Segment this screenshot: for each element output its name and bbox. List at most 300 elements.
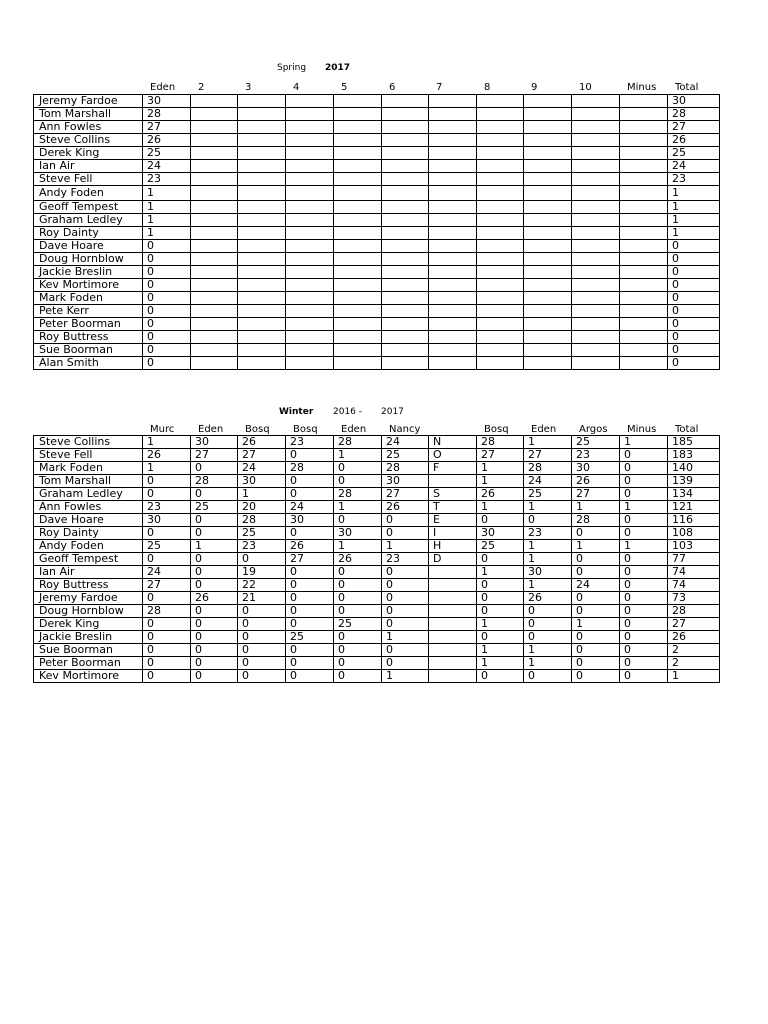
spring-table-row <box>34 121 720 134</box>
score-cell: 27 <box>143 121 191 134</box>
score-cell <box>524 214 572 227</box>
player-name: Jeremy Fardoe <box>34 95 143 108</box>
score-cell <box>524 253 572 266</box>
score-cell: 0 <box>286 670 334 683</box>
player-name: Ann Fowles <box>34 121 143 134</box>
score-cell <box>524 95 572 108</box>
score-cell <box>334 227 382 240</box>
score-cell: 0 <box>620 605 668 618</box>
score-cell: 0 <box>143 475 191 488</box>
score-cell <box>334 357 382 370</box>
player-name: Roy Buttress <box>34 579 143 592</box>
score-cell: 1 <box>143 436 191 449</box>
winter-column-header: Eden <box>198 424 224 435</box>
score-cell: 24 <box>668 160 720 173</box>
score-cell: 1 <box>524 436 572 449</box>
score-cell <box>191 253 238 266</box>
spring-table-row <box>34 344 720 357</box>
score-cell: 0 <box>477 605 524 618</box>
score-cell: 30 <box>382 475 429 488</box>
score-cell <box>286 240 334 253</box>
score-cell: 26 <box>334 553 382 566</box>
score-cell <box>572 173 620 186</box>
score-cell <box>572 201 620 214</box>
score-cell: 0 <box>382 579 429 592</box>
score-cell: 1 <box>668 214 720 227</box>
score-cell: 0 <box>286 527 334 540</box>
score-cell: 30 <box>191 436 238 449</box>
score-cell: 0 <box>334 657 382 670</box>
player-name: Tom Marshall <box>34 108 143 121</box>
score-cell: 1 <box>524 657 572 670</box>
score-cell: 0 <box>191 566 238 579</box>
score-cell: 1 <box>477 501 524 514</box>
score-cell <box>238 201 286 214</box>
score-cell: 140 <box>668 462 720 475</box>
score-cell: 28 <box>143 605 191 618</box>
spring-column-header: 6 <box>389 82 396 93</box>
score-cell <box>620 186 668 201</box>
score-cell: 28 <box>572 514 620 527</box>
score-cell: 0 <box>143 318 191 331</box>
score-cell <box>382 160 429 173</box>
score-cell <box>334 279 382 292</box>
score-cell <box>477 173 524 186</box>
score-cell <box>477 305 524 318</box>
score-cell <box>524 292 572 305</box>
score-cell: 0 <box>191 644 238 657</box>
score-cell <box>382 95 429 108</box>
score-cell <box>238 134 286 147</box>
player-name: Sue Boorman <box>34 344 143 357</box>
score-cell: 27 <box>286 553 334 566</box>
score-cell <box>429 592 477 605</box>
spring-column-header: Eden <box>150 82 176 93</box>
score-cell <box>620 214 668 227</box>
score-cell: 19 <box>238 566 286 579</box>
score-cell: S <box>429 488 477 501</box>
score-cell: 0 <box>668 357 720 370</box>
score-cell <box>286 147 334 160</box>
player-name: Sue Boorman <box>34 644 143 657</box>
score-cell <box>334 266 382 279</box>
score-cell: 0 <box>668 266 720 279</box>
score-cell: 0 <box>382 657 429 670</box>
score-cell <box>477 357 524 370</box>
score-cell: 1 <box>238 488 286 501</box>
score-cell <box>572 147 620 160</box>
score-cell <box>238 173 286 186</box>
score-cell: 24 <box>382 436 429 449</box>
spring-table-row <box>34 186 720 201</box>
score-cell: 25 <box>286 631 334 644</box>
score-cell: 0 <box>620 475 668 488</box>
score-cell <box>429 108 477 121</box>
score-cell <box>429 227 477 240</box>
score-cell: 0 <box>382 618 429 631</box>
score-cell <box>572 108 620 121</box>
winter-table-row <box>34 618 720 631</box>
score-cell <box>334 305 382 318</box>
score-cell: 108 <box>668 527 720 540</box>
score-cell: 23 <box>143 173 191 186</box>
score-cell: 0 <box>620 488 668 501</box>
score-cell: 28 <box>524 462 572 475</box>
spring-title-season: Spring <box>277 63 307 73</box>
score-cell: 1 <box>620 436 668 449</box>
player-name: Kev Mortimore <box>34 670 143 683</box>
player-name: Peter Boorman <box>34 318 143 331</box>
score-cell: 0 <box>572 605 620 618</box>
player-name: Dave Hoare <box>34 514 143 527</box>
winter-table-row <box>34 540 720 553</box>
spring-table-row <box>34 160 720 173</box>
score-cell <box>382 201 429 214</box>
score-cell: 26 <box>477 488 524 501</box>
score-cell <box>334 134 382 147</box>
score-cell <box>477 147 524 160</box>
score-cell: 27 <box>668 618 720 631</box>
score-cell: 1 <box>143 227 191 240</box>
score-cell <box>620 344 668 357</box>
score-cell: 26 <box>143 449 191 462</box>
score-cell: 0 <box>572 657 620 670</box>
score-cell: 23 <box>572 449 620 462</box>
score-cell: T <box>429 501 477 514</box>
score-cell: 0 <box>477 670 524 683</box>
score-cell: 0 <box>668 253 720 266</box>
spring-column-header: 5 <box>341 82 348 93</box>
score-cell: 0 <box>143 253 191 266</box>
score-cell: 1 <box>143 214 191 227</box>
score-cell: 25 <box>572 436 620 449</box>
score-cell <box>382 253 429 266</box>
score-cell <box>620 240 668 253</box>
score-cell: 185 <box>668 436 720 449</box>
player-name: Roy Dainty <box>34 227 143 240</box>
score-cell: 0 <box>286 618 334 631</box>
score-cell: 183 <box>668 449 720 462</box>
score-cell <box>572 160 620 173</box>
score-cell: 0 <box>668 240 720 253</box>
player-name: Geoff Tempest <box>34 553 143 566</box>
score-cell <box>572 266 620 279</box>
score-cell: 0 <box>382 566 429 579</box>
score-cell: 26 <box>668 631 720 644</box>
score-cell: 0 <box>191 670 238 683</box>
score-cell: 0 <box>286 488 334 501</box>
score-cell <box>477 253 524 266</box>
score-cell <box>620 357 668 370</box>
score-cell: 1 <box>334 449 382 462</box>
score-cell: 25 <box>334 618 382 631</box>
spring-column-header: 3 <box>245 82 252 93</box>
spring-table-row <box>34 240 720 253</box>
score-cell <box>572 305 620 318</box>
score-cell: 28 <box>382 462 429 475</box>
spring-column-header: 2 <box>198 82 205 93</box>
spring-column-header: Minus <box>627 82 657 93</box>
score-cell <box>286 201 334 214</box>
score-cell <box>477 186 524 201</box>
player-name: Ian Air <box>34 566 143 579</box>
score-cell: 23 <box>143 501 191 514</box>
score-cell <box>238 108 286 121</box>
spring-title-year: 2017 <box>325 63 351 73</box>
spring-table-row <box>34 95 720 108</box>
score-cell <box>477 344 524 357</box>
score-cell <box>429 186 477 201</box>
score-cell: 28 <box>668 605 720 618</box>
score-cell: 0 <box>620 670 668 683</box>
score-cell: 1 <box>191 540 238 553</box>
spring-table-row <box>34 147 720 160</box>
score-cell: 30 <box>477 527 524 540</box>
score-cell <box>382 214 429 227</box>
winter-table-row <box>34 527 720 540</box>
score-cell: 1 <box>334 540 382 553</box>
score-cell <box>238 147 286 160</box>
score-cell: 0 <box>334 566 382 579</box>
score-cell <box>620 253 668 266</box>
score-cell <box>334 173 382 186</box>
score-cell: 0 <box>191 631 238 644</box>
score-cell: 0 <box>286 475 334 488</box>
score-cell: 0 <box>143 357 191 370</box>
score-cell: 30 <box>143 514 191 527</box>
winter-table-row <box>34 514 720 527</box>
score-cell <box>238 305 286 318</box>
score-cell: 0 <box>620 553 668 566</box>
score-cell <box>429 605 477 618</box>
winter-table-row <box>34 566 720 579</box>
score-cell <box>620 95 668 108</box>
score-cell <box>191 108 238 121</box>
score-cell <box>429 331 477 344</box>
score-cell: 0 <box>524 605 572 618</box>
score-cell: 26 <box>286 540 334 553</box>
winter-standings-table <box>33 435 720 683</box>
score-cell <box>334 160 382 173</box>
score-cell: 0 <box>191 527 238 540</box>
score-cell: 27 <box>382 488 429 501</box>
score-cell <box>477 95 524 108</box>
score-cell: 1 <box>668 227 720 240</box>
score-cell: 0 <box>477 514 524 527</box>
score-cell: 0 <box>668 292 720 305</box>
score-cell: 25 <box>477 540 524 553</box>
score-cell <box>334 95 382 108</box>
winter-title-year-start: 2016 - <box>333 407 363 417</box>
score-cell: 1 <box>668 201 720 214</box>
player-name: Steve Fell <box>34 173 143 186</box>
score-cell: 1 <box>668 670 720 683</box>
score-cell: 0 <box>286 592 334 605</box>
player-name: Alan Smith <box>34 357 143 370</box>
winter-table-row <box>34 657 720 670</box>
spring-table-row <box>34 134 720 147</box>
score-cell <box>238 95 286 108</box>
score-cell <box>238 253 286 266</box>
score-cell <box>286 95 334 108</box>
score-cell: 30 <box>334 527 382 540</box>
winter-table-row <box>34 631 720 644</box>
score-cell <box>238 227 286 240</box>
score-cell: 0 <box>143 488 191 501</box>
score-cell <box>191 344 238 357</box>
score-cell <box>382 305 429 318</box>
score-cell <box>286 279 334 292</box>
player-name: Tom Marshall <box>34 475 143 488</box>
score-cell <box>429 253 477 266</box>
score-cell: 0 <box>143 279 191 292</box>
winter-table-row <box>34 605 720 618</box>
score-cell: 23 <box>286 436 334 449</box>
score-cell <box>429 279 477 292</box>
spring-table-row <box>34 227 720 240</box>
score-cell <box>238 266 286 279</box>
winter-title-year-end: 2017 <box>381 407 404 417</box>
winter-column-header: Eden <box>341 424 367 435</box>
score-cell <box>429 134 477 147</box>
score-cell: 30 <box>286 514 334 527</box>
score-cell: 0 <box>334 579 382 592</box>
winter-column-header: Murc <box>150 424 175 435</box>
winter-column-header: Eden <box>531 424 557 435</box>
score-cell: 2 <box>668 657 720 670</box>
score-cell: 24 <box>143 566 191 579</box>
score-cell: 0 <box>524 670 572 683</box>
score-cell: 30 <box>238 475 286 488</box>
winter-table-row <box>34 644 720 657</box>
score-cell: F <box>429 462 477 475</box>
score-cell: 74 <box>668 579 720 592</box>
score-cell <box>191 201 238 214</box>
score-cell: O <box>429 449 477 462</box>
score-cell <box>191 305 238 318</box>
score-cell: 28 <box>334 488 382 501</box>
score-cell <box>524 201 572 214</box>
score-cell: E <box>429 514 477 527</box>
score-cell: 0 <box>238 644 286 657</box>
score-cell <box>524 266 572 279</box>
score-cell: 23 <box>524 527 572 540</box>
score-cell <box>286 134 334 147</box>
score-cell <box>524 147 572 160</box>
score-cell <box>524 186 572 201</box>
score-cell <box>382 279 429 292</box>
score-cell <box>191 173 238 186</box>
score-cell: 1 <box>382 631 429 644</box>
score-cell <box>238 214 286 227</box>
score-cell <box>572 279 620 292</box>
score-cell: 30 <box>572 462 620 475</box>
score-cell <box>429 318 477 331</box>
spring-table-row <box>34 108 720 121</box>
score-cell <box>238 344 286 357</box>
score-cell <box>238 357 286 370</box>
score-cell: 0 <box>334 514 382 527</box>
score-cell: 0 <box>477 553 524 566</box>
player-name: Graham Ledley <box>34 214 143 227</box>
score-cell: 25 <box>238 527 286 540</box>
score-cell <box>191 318 238 331</box>
spring-table-row <box>34 305 720 318</box>
winter-table-row <box>34 488 720 501</box>
score-cell: 25 <box>143 147 191 160</box>
spring-table-row <box>34 214 720 227</box>
winter-column-header: Bosq <box>484 424 509 435</box>
score-cell <box>429 147 477 160</box>
score-cell <box>572 227 620 240</box>
score-cell <box>572 331 620 344</box>
score-cell: 30 <box>524 566 572 579</box>
score-cell: 28 <box>334 436 382 449</box>
score-cell: 27 <box>477 449 524 462</box>
score-cell: 1 <box>524 644 572 657</box>
player-name: Derek King <box>34 618 143 631</box>
score-cell: 0 <box>238 631 286 644</box>
winter-title-season: Winter <box>279 407 314 417</box>
score-cell: 0 <box>620 631 668 644</box>
score-cell: 26 <box>191 592 238 605</box>
score-cell <box>238 240 286 253</box>
spring-table-row <box>34 331 720 344</box>
score-cell: 26 <box>668 134 720 147</box>
score-cell <box>524 318 572 331</box>
score-cell: 0 <box>143 553 191 566</box>
player-name: Graham Ledley <box>34 488 143 501</box>
score-cell: 0 <box>334 631 382 644</box>
score-cell: 134 <box>668 488 720 501</box>
score-cell <box>238 160 286 173</box>
score-cell: 0 <box>572 553 620 566</box>
score-cell: 1 <box>334 501 382 514</box>
score-cell <box>524 357 572 370</box>
score-cell <box>524 227 572 240</box>
player-name: Andy Foden <box>34 540 143 553</box>
score-cell: 1 <box>143 201 191 214</box>
score-cell <box>191 160 238 173</box>
score-cell: 28 <box>286 462 334 475</box>
score-cell <box>382 134 429 147</box>
score-cell <box>429 657 477 670</box>
score-cell: 0 <box>191 657 238 670</box>
score-cell <box>191 240 238 253</box>
score-cell: 25 <box>668 147 720 160</box>
winter-table-row <box>34 579 720 592</box>
score-cell: 0 <box>143 292 191 305</box>
score-cell <box>191 292 238 305</box>
score-cell <box>286 173 334 186</box>
score-cell: 1 <box>668 186 720 201</box>
score-cell: 0 <box>477 631 524 644</box>
score-cell <box>286 227 334 240</box>
score-cell: 1 <box>477 475 524 488</box>
score-cell <box>524 121 572 134</box>
score-cell: 0 <box>524 631 572 644</box>
score-cell <box>334 253 382 266</box>
score-cell: 0 <box>191 462 238 475</box>
score-cell: 0 <box>286 566 334 579</box>
score-cell: 0 <box>668 318 720 331</box>
score-cell: 1 <box>572 618 620 631</box>
score-cell: 25 <box>382 449 429 462</box>
spring-column-headers <box>0 81 768 94</box>
score-cell <box>477 160 524 173</box>
score-cell: 0 <box>382 605 429 618</box>
score-cell <box>620 160 668 173</box>
